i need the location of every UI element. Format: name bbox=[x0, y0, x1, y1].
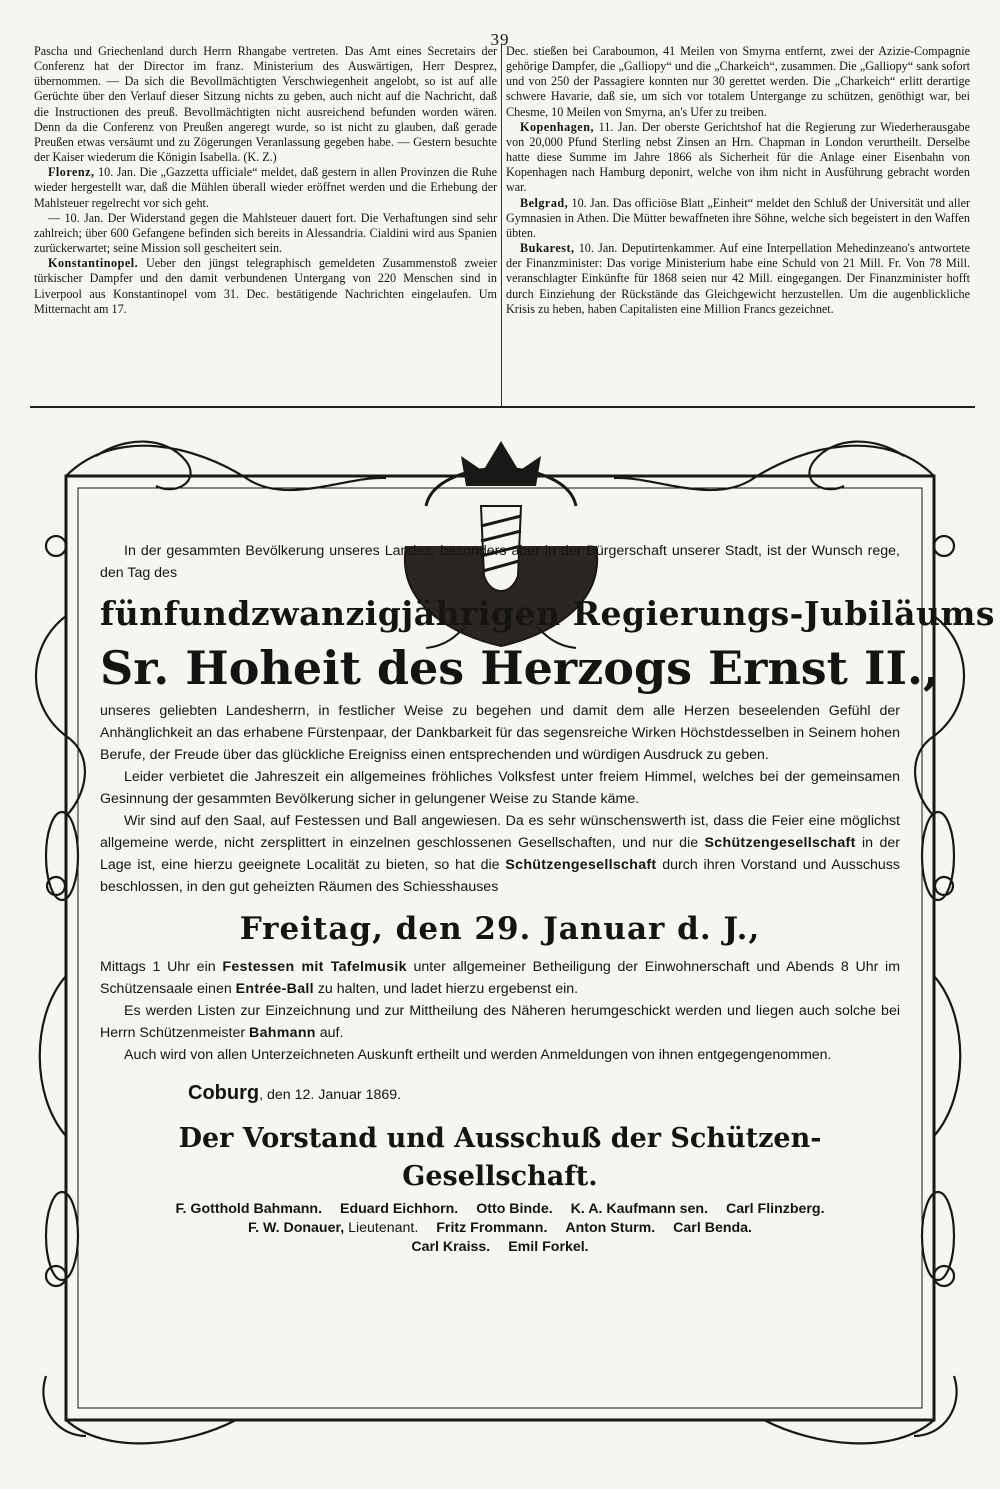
signatory: Eduard Eichhorn. bbox=[340, 1201, 459, 1217]
ad-paragraph-5: Es werden Listen zur Einzeichnung und zur Mittheilung des Näheren herumgeschickt werden und liegen auch solche bei Herrn Schützenmeister Bahmann auf. bbox=[100, 1003, 900, 1041]
signatory: Carl Benda. bbox=[673, 1220, 752, 1236]
ad-intro: In der gesammten Bevölkerung unseres Landes, besonders aber in der Bürgerschaft unserer Stadt, ist der Wunsch rege, den Tag des bbox=[100, 543, 900, 581]
news-columns bbox=[30, 44, 975, 406]
dateline: Florenz, bbox=[48, 165, 95, 180]
signatory: Anton Sturm. bbox=[565, 1220, 656, 1236]
headline-date: Freitag, den 29. Januar d. J., bbox=[239, 911, 761, 947]
article-bukarest: Bukarest, 10. Jan. Deputirtenkammer. Auf eine Interpellation Mehedinzeano's antwortete der Finanzminister: Das vorige Ministerium habe eine Schuld von 21 Mill. Fr. Von 78 Mill. veranschlagter Einkünfte für 1868 seien nur 42 Mill. eingegangen. Der Finanzminister hofft durch Einziehung der Rückstände das Gleichgewicht herzustellen. Um die augenblickliche Krisis zu heben, haben Capitalisten eine Million Francs gezeichnet. bbox=[506, 241, 970, 316]
article-kopenhagen: Kopenhagen, 11. Jan. Der oberste Gerichtshof hat die Regierung zur Wiederherausgabe von 20,000 Pfund Sterling nebst Zinsen an Hrn. Chapman in London verurtheilt. Derselbe hatte diese Summe im Jahre 1866 als Sicherheit für die Anlage einer Eisenbahn von Kopenhagen nach Hamburg deponirt, welche von ihm nicht in Ausführung gebracht worden war. bbox=[506, 119, 970, 195]
article-florenz: Florenz, 10. Jan. Die „Gazzetta ufficiale“ meldet, daß gestern in allen Provinzen die Ruhe wieder hergestellt war, daß die Mühlen überall wieder eröffnet werden und die Erhebung der Mahlsteuer regelrecht vor sich geht. bbox=[34, 165, 497, 210]
signatory: K. A. Kaufmann sen. bbox=[570, 1201, 709, 1217]
signatory: Otto Binde. bbox=[476, 1201, 553, 1217]
left-column bbox=[30, 44, 502, 406]
jubilee-announcement bbox=[100, 540, 995, 1257]
signatories-row-3 bbox=[100, 1238, 900, 1257]
dateline: Belgrad, bbox=[520, 195, 569, 210]
column-divider-rule bbox=[30, 406, 975, 408]
headline-jubilee: fünfundzwanzigjährigen Regierungs-Jubiläums bbox=[100, 594, 995, 633]
right-column bbox=[502, 44, 974, 406]
article-konstantinopel: Konstantinopel. Ueber den jüngst telegraphisch gemeldeten Zusammenstoß zweier türkischer Dampfer und den damit verbundenen Untergang von 220 Menschen sind in Liverpool aus Konstantinopel vom 31. Dec. bestätigende Nachrichten eingelaufen. Um Mitternacht am 17. bbox=[34, 256, 497, 316]
signatory: Carl Flinzberg. bbox=[726, 1201, 825, 1217]
dateline: Konstantinopel. bbox=[48, 256, 139, 271]
signatory: Carl Kraiss. bbox=[411, 1239, 491, 1255]
ad-paragraph-4: Mittags 1 Uhr ein Festessen mit Tafelmusik unter allgemeiner Betheiligung der Einwohnerschaft und Abends 8 Uhr im Schützensaale einen Entrée-Ball zu halten, und ladet hierzu ergebenst ein. bbox=[100, 959, 901, 997]
signature-heading: Der Vorstand und Ausschuß der Schützen-Gesellschaft. bbox=[178, 1123, 822, 1192]
signatories-row-1 bbox=[100, 1200, 900, 1219]
signatories-row-2 bbox=[100, 1219, 900, 1238]
headline-duke: Sr. Hoheit des Herzogs Ernst II., bbox=[100, 641, 940, 695]
dateline: Bukarest, bbox=[520, 241, 575, 256]
signatory: F. Gotthold Bahmann. bbox=[175, 1201, 323, 1217]
signatory: Emil Forkel. bbox=[508, 1239, 589, 1255]
article-florenz-2: — 10. Jan. Der Widerstand gegen die Mahlsteuer dauert fort. Die Verhaftungen sind sehr zahlreich; über 600 Gefangene befinden sich bereits in Alessandria. Cialdini wird aus Spanien zurückerwartet; seine Mission soll gescheitert sein. bbox=[34, 210, 497, 256]
signatory: F. W. Donauer, Lieutenant. bbox=[247, 1220, 419, 1236]
ad-paragraph-1: unseres geliebten Landesherrn, in festlicher Weise zu begehen und damit dem alle Herzen beseelenden Gefühl der Anhänglichkeit an das erhabene Fürstenpaar, der Dankbarkeit für das segensreiche Wirken Höchstdesselben in Seinem hohen Berufe, der Freude über das glückliche Ereigniss einen entsprechenden und würdigen Ausdruck zu geben. bbox=[100, 703, 900, 763]
article-belgrad: Belgrad, 10. Jan. Das officiöse Blatt „Einheit“ meldet den Schluß der Universität und aller Gymnasien in Athen. Die Mütter bewaffneten ihre Söhne, welche sich begeistert in den Waffen übten. bbox=[506, 195, 970, 240]
dateline: Kopenhagen, bbox=[520, 119, 594, 134]
ad-paragraph-2: Leider verbietet die Jahreszeit ein allgemeines fröhliches Volksfest unter freiem Himmel, welches bei der gemeinsamen Gesinnung der gesammten Bevölkerung sicher in gelungener Weise zu Stande käme. bbox=[100, 769, 900, 807]
place-date-line bbox=[188, 1082, 900, 1106]
ad-paragraph-6: Auch wird von allen Unterzeichneten Auskunft ertheilt und werden Anmeldungen von ihnen entgegengenommen. bbox=[124, 1047, 832, 1063]
article-konstantinopel-cont: Dec. stießen bei Caraboumon, 41 Meilen von Smyrna entfernt, zwei der Azizie-Compagnie gehörige Dampfer, die „Galliopy“ und die „Charkeich“, zusammen. Die „Galliopy“ sank sofort und von 250 der Passagiere konnten nur 30 gerettet werden. Die „Charkeich“ erlitt derartige schwere Havarie, daß sie, um sich vor totalem Untergange zu schützen, genöthigt war, bei Chesme, 10 Meilen von Smyrna, an's Ufer zu treiben. bbox=[506, 44, 970, 119]
date: , den 12. Januar 1869. bbox=[259, 1087, 402, 1103]
page-number: 39 bbox=[490, 30, 510, 49]
article-paris: Pascha und Griechenland durch Herrn Rhangabe vertreten. Das Amt eines Secretairs der Conferenz hat der Director im franz. Ministerium des Auswärtigen, Herr Desprez, übernommen. — Da sich die Bevollmächtigten Verschwiegenheit angelobt, so ist auf alle Gerüchte über den Verlauf dieser Sitzung nichts zu geben, auch nicht auf die Nachricht, daß die Instructionen des preuß. Bevollmächtigten nicht ausreichend befunden worden wären. Denn da die Conferenz von Preußen angeregt wurde, so ist nicht zu glauben, daß gerade Preußen etwas versäumt und zu Zögerungen Veranlassung gegeben habe. — Gestern besuchte der Kaiser wiederum die Königin Isabella. (K. Z.) bbox=[34, 44, 497, 165]
signatory: Fritz Frommann. bbox=[436, 1220, 548, 1236]
signatories bbox=[100, 1200, 900, 1257]
place: Coburg bbox=[188, 1082, 260, 1104]
ad-paragraph-3: Wir sind auf den Saal, auf Festessen und Ball angewiesen. Da es sehr wünschenswerth ist, dass die Feier eine möglichst allgemeine werde, nicht zersplittert in einzelnen geschlossenen Gesellschaften, und nur die Schützengesellschaft in der Lage ist, eine hierzu geeignete Localität zu bieten, so hat die Schützengesellschaft durch ihren Vorstand und Ausschuss beschlossen, in den gut geheizten Räumen des Schiesshauses bbox=[100, 813, 900, 895]
